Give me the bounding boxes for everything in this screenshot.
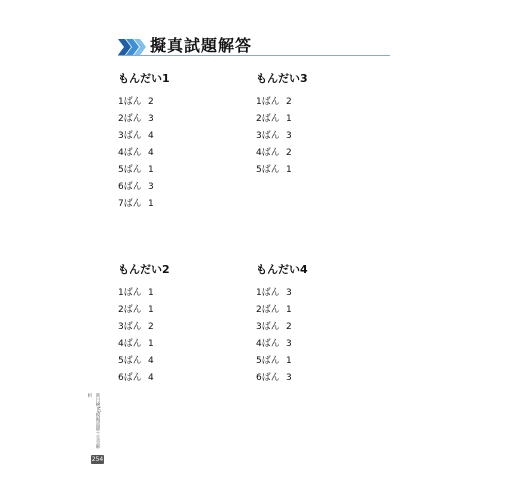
- question-label: 2ばん: [256, 114, 280, 124]
- answer-row: [118, 302, 170, 319]
- answer-value: 1: [286, 114, 292, 124]
- question-label: 4ばん: [256, 339, 280, 349]
- question-label: 5ばん: [256, 356, 280, 366]
- answer-value: 1: [286, 165, 292, 175]
- answer-value: 3: [148, 114, 154, 124]
- answer-value: 1: [148, 165, 154, 175]
- answer-row: [118, 179, 170, 196]
- question-label: 3ばん: [256, 131, 280, 141]
- answer-value: 3: [286, 288, 292, 298]
- question-label: 3ばん: [118, 131, 142, 141]
- question-label: 1ばん: [256, 97, 280, 107]
- section-title: もんだい1: [118, 72, 170, 85]
- answer-row: [256, 94, 308, 111]
- answer-value: 3: [286, 373, 292, 383]
- answer-value: 2: [148, 97, 154, 107]
- answer-value: 2: [286, 148, 292, 158]
- section-title: もんだい2: [118, 263, 170, 276]
- answer-row: [256, 319, 308, 336]
- answer-value: 1: [148, 305, 154, 315]
- section-title: もんだい4: [256, 263, 308, 276]
- question-label: 7ばん: [118, 199, 142, 209]
- answer-row: [118, 111, 170, 128]
- question-label: 6ばん: [256, 373, 280, 383]
- answer-value: 4: [148, 131, 154, 141]
- page-header: [118, 36, 390, 58]
- question-label: 1ばん: [118, 288, 142, 298]
- answer-value: 1: [148, 288, 154, 298]
- answer-row: [118, 319, 170, 336]
- question-label: 4ばん: [118, 148, 142, 158]
- answer-row: [118, 285, 170, 302]
- answer-value: 3: [148, 182, 154, 192]
- question-label: 5ばん: [256, 165, 280, 175]
- page-title: 擬真試題解答: [150, 36, 253, 55]
- question-label: 2ばん: [118, 114, 142, 124]
- answer-row: [256, 302, 308, 319]
- answer-row: [118, 162, 170, 179]
- question-label: 5ばん: [118, 165, 142, 175]
- question-label: 5ばん: [118, 356, 142, 366]
- answer-row: [256, 162, 308, 179]
- question-label: 6ばん: [118, 373, 142, 383]
- answer-value: 2: [148, 322, 154, 332]
- answer-value: 1: [286, 305, 292, 315]
- page-number: 254: [91, 456, 104, 463]
- answer-value: 4: [148, 373, 154, 383]
- answer-row: [256, 336, 308, 353]
- answer-value: 1: [148, 339, 154, 349]
- question-label: 4ばん: [256, 148, 280, 158]
- answer-row: [256, 145, 308, 162]
- answer-row: [118, 94, 170, 111]
- answer-row: [118, 145, 170, 162]
- answer-value: 2: [286, 97, 292, 107]
- header-divider: [118, 55, 390, 56]
- section-mondai-1: [118, 72, 170, 213]
- answer-row: [118, 353, 170, 370]
- chevron-right-icon: [118, 39, 146, 55]
- section-title: もんだい3: [256, 72, 308, 85]
- answer-row: [256, 370, 308, 387]
- book-title-vertical: 新日檢N3模擬試題＋完全解析: [87, 393, 100, 449]
- question-label: 2ばん: [118, 305, 142, 315]
- question-label: 6ばん: [118, 182, 142, 192]
- section-mondai-3: [256, 72, 308, 179]
- question-label: 1ばん: [256, 288, 280, 298]
- answer-row: [118, 196, 170, 213]
- answer-value: 3: [286, 131, 292, 141]
- answer-value: 2: [286, 322, 292, 332]
- section-mondai-4: [256, 263, 308, 387]
- answer-value: 3: [286, 339, 292, 349]
- answer-value: 1: [286, 356, 292, 366]
- answer-row: [118, 370, 170, 387]
- answer-row: [118, 336, 170, 353]
- answer-row: [256, 353, 308, 370]
- question-label: 1ばん: [118, 97, 142, 107]
- answer-value: 4: [148, 148, 154, 158]
- answer-value: 1: [148, 199, 154, 209]
- answer-value: 4: [148, 356, 154, 366]
- answer-row: [256, 285, 308, 302]
- question-label: 4ばん: [118, 339, 142, 349]
- answer-row: [118, 128, 170, 145]
- question-label: 3ばん: [118, 322, 142, 332]
- section-mondai-2: [118, 263, 170, 387]
- question-label: 3ばん: [256, 322, 280, 332]
- answer-row: [256, 128, 308, 145]
- answer-row: [256, 111, 308, 128]
- question-label: 2ばん: [256, 305, 280, 315]
